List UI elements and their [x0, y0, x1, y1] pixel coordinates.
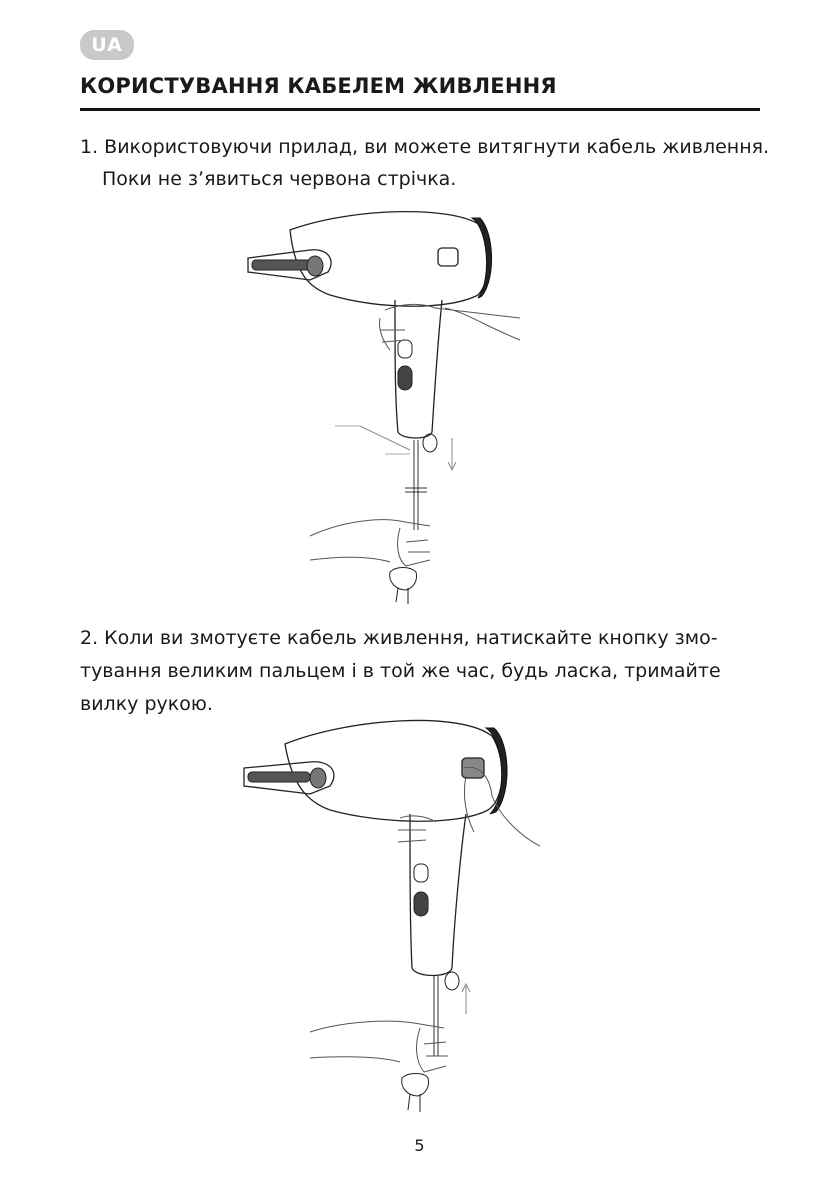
upper-hand — [398, 816, 436, 842]
hanging-loop — [445, 972, 459, 990]
plug-pin-1 — [408, 1094, 410, 1110]
step-2-line-3: вилку рукою. — [80, 693, 213, 715]
lower-hand — [310, 1021, 448, 1072]
nozzle-slot — [248, 772, 310, 782]
hanging-loop — [423, 434, 437, 452]
handle-switch-1 — [398, 340, 412, 358]
lower-hand — [310, 520, 430, 566]
step-2-line-2: тування великим пальцем і в той же час, будь ласка, тримайте — [80, 660, 721, 682]
instruction-step-1 — [80, 131, 780, 195]
red-tape-pointer — [360, 426, 410, 450]
plug-pin-1 — [396, 588, 398, 602]
nozzle-ring — [307, 256, 323, 276]
page-number: 5 — [414, 1136, 425, 1155]
language-badge: UA — [80, 30, 134, 60]
handle-switch-2 — [398, 366, 412, 390]
plug — [402, 1074, 429, 1097]
dryer-rewind-button — [438, 248, 458, 266]
handle-switch-2 — [414, 892, 428, 916]
upper-hand — [379, 304, 520, 350]
page-title: КОРИСТУВАННЯ КАБЕЛЕМ ЖИВЛЕННЯ — [80, 74, 557, 98]
step-2-line-1: 2. Коли ви змотуєте кабель живлення, натискайте кнопку змо- — [80, 627, 718, 649]
nozzle-slot — [252, 260, 312, 270]
step-1-line-1: 1. Використовуючи прилад, ви можете витягнути кабель живлення. — [80, 136, 770, 158]
hair-dryer-rewind-cord-illustration — [230, 706, 540, 1126]
dryer-rear-cap — [472, 218, 492, 298]
plug — [390, 568, 417, 591]
hair-dryer-pull-cord-illustration — [230, 200, 540, 610]
step-1-line-2: Поки не з’явиться червона стрічка. — [102, 168, 457, 190]
nozzle-ring — [310, 768, 326, 788]
handle-switch-1 — [414, 864, 428, 882]
title-divider — [80, 108, 760, 111]
